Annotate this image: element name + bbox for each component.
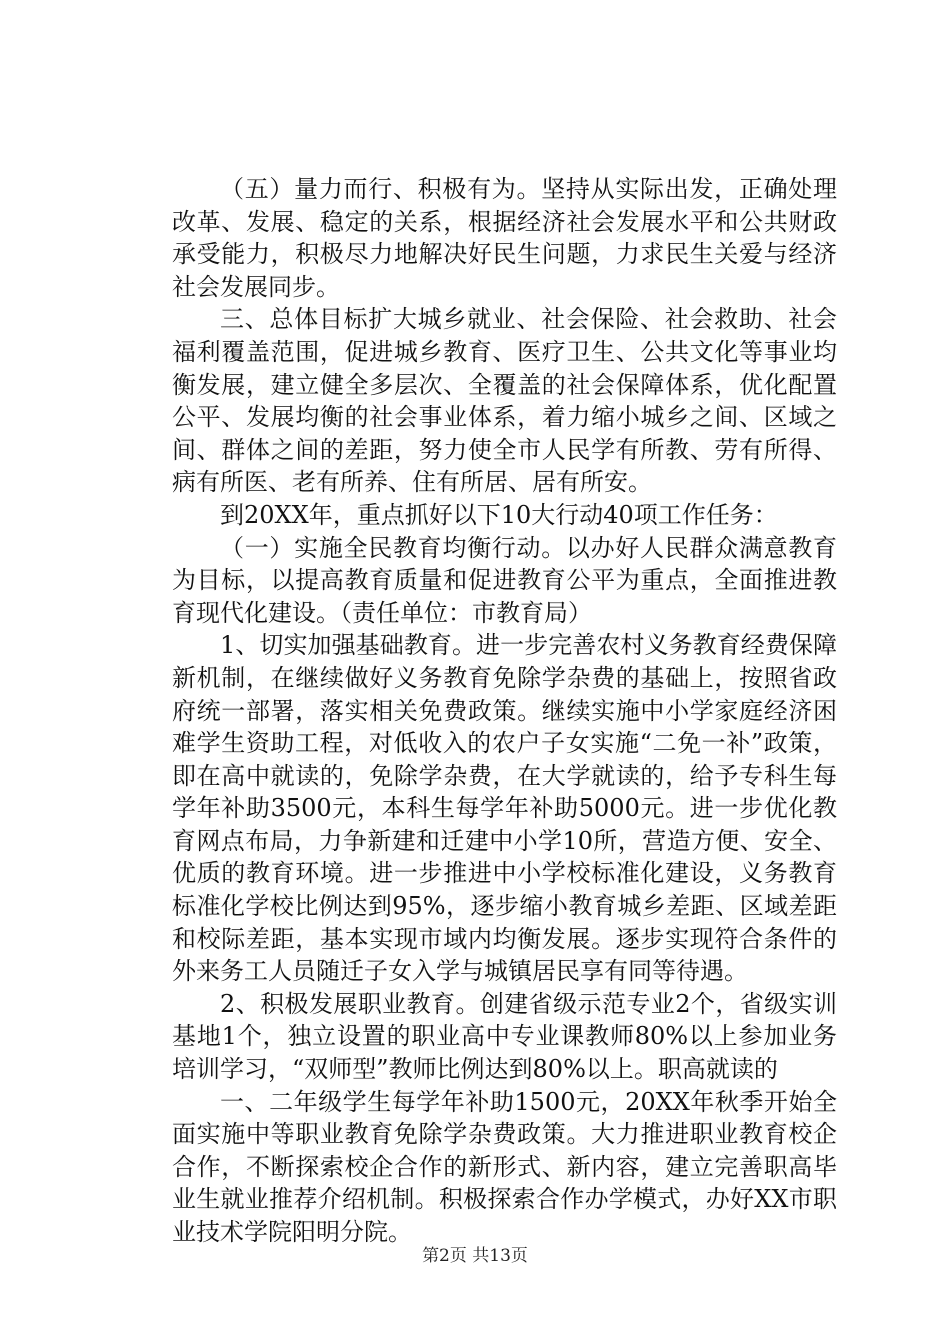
paragraph-principle-5: （五）量力而行、积极有为。坚持从实际出发，正确处理改革、发展、稳定的关系，根据经济社会发展水平和公共财政承受能力，积极尽力地解决好民生问题，力求民生关爱与经济社会发展同步。: [172, 175, 837, 301]
paragraph-education-action: （一）实施全民教育均衡行动。以办好人民群众满意教育为目标，以提高教育质量和促进教育公平为重点，全面推进教育现代化建设。（责任单位：市教育局）: [172, 533, 837, 627]
paragraph-overall-goal: 三、总体目标扩大城乡就业、社会保险、社会救助、社会福利覆盖范围，促进城乡教育、医疗卫生、公共文化等事业均衡发展，建立健全多层次、全覆盖的社会保障体系，优化配置公平、发展均衡的社会事业体系，着力缩小城乡之间、区域之间、群体之间的差距，努力使全市人民学有所教、劳有所得、病有所医、老有所养、住有所居、居有所安。: [172, 305, 837, 497]
document-body: [172, 173, 837, 1249]
page-number-footer: 第2页 共13页: [422, 1246, 528, 1266]
paragraph-vocational-education: 2、积极发展职业教育。创建省级示范专业2个，省级实训基地1个，独立设置的职业高中专业课教师80%以上参加业务培训学习，“双师型”教师比例达到80%以上。职高就读的: [172, 989, 837, 1084]
paragraph-basic-education: 1、切实加强基础教育。进一步完善农村义务教育经费保障新机制，在继续做好义务教育免除学杂费的基础上，按照省政府统一部署，落实相关免费政策。继续实施中小学家庭经济困难学生资助工程，对低收入的农户子女实施“二免一补”政策，即在高中就读的，免除学杂费，在大学就读的，给予专科生每学年补助3500元，本科生每学年补助5000元。进一步优化教育网点布局，力争新建和迁建中小学10所，营造方便、安全、优质的教育环境。进一步推进中小学校标准化建设，义务教育标准化学校比例达到95%，逐步缩小教育城乡差距、区域差距和校际差距，基本实现市域内均衡发展。逐步实现符合条件的外来务工人员随迁子女入学与城镇居民享有同等待遇。: [172, 631, 837, 986]
paragraph-tasks-intro: 到20XX年，重点抓好以下10大行动40项工作任务：: [220, 500, 778, 529]
paragraph-vocational-subsidy: 一、二年级学生每学年补助1500元，20XX年秋季开始全面实施中等职业教育免除学杂费政策。大力推进职业教育校企合作，不断探索校企合作的新形式、新内容，建立完善职高毕业生就业推荐介绍机制。积极探索合作办学模式，办好XX市职业技术学院阳明分院。: [172, 1087, 837, 1246]
